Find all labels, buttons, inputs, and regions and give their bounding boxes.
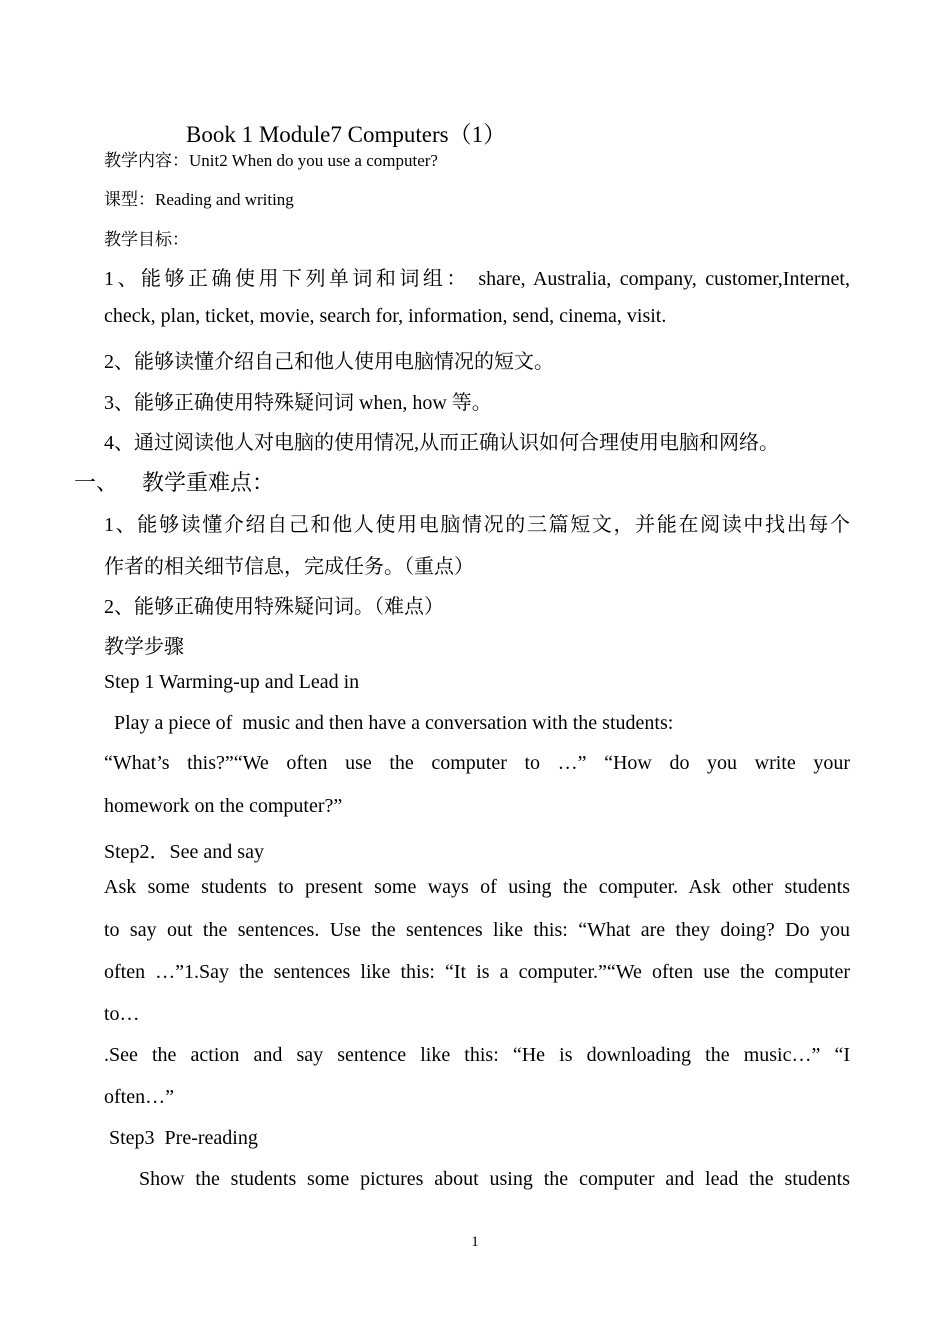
step-text-line: Ask some students to present some ways of using the computer. Ask other students bbox=[104, 876, 850, 898]
section-heading-text: 教学重难点： bbox=[142, 470, 275, 495]
lesson-type: 课型：Reading and writing bbox=[104, 190, 294, 209]
step-text-line: “What’s this?”“We often use the computer to …” “How do you write your bbox=[104, 752, 850, 774]
step-text-line: often …”1.Say the sentences like this: “It is a computer.”“We often use the computer bbox=[104, 961, 850, 983]
section-number: 一、 bbox=[74, 470, 119, 495]
step-title: Step3 Pre-reading bbox=[104, 1127, 258, 1149]
objective-line: 4、通过阅读他人对电脑的使用情况,从而正确认识如何合理使用电脑和网络。 bbox=[104, 432, 779, 454]
step-text-line: Play a piece of music and then have a conversation with the students: bbox=[104, 712, 674, 734]
key-point-line: 作者的相关细节信息，完成任务。（重点） bbox=[104, 556, 474, 578]
step-text-line: often…” bbox=[104, 1086, 174, 1108]
page-number: 1 bbox=[471, 1234, 479, 1250]
objective-line: 3、能够正确使用特殊疑问词 when, how 等。 bbox=[104, 392, 492, 414]
step-text-line: to… bbox=[104, 1003, 140, 1025]
step-text-line: to say out the sentences. Use the sentences like this: “What are they doing? Do you bbox=[104, 919, 850, 941]
objective-line: 2、能够读懂介绍自己和他人使用电脑情况的短文。 bbox=[104, 351, 554, 373]
step-title: Step 1 Warming-up and Lead in bbox=[104, 671, 360, 693]
step-title: Step2．See and say bbox=[104, 841, 264, 863]
teaching-content: 教学内容：Unit2 When do you use a computer? bbox=[104, 151, 438, 170]
key-point-line: 2、能够正确使用特殊疑问词。（难点） bbox=[104, 596, 444, 618]
document-title: Book 1 Module7 Computers（1） bbox=[186, 122, 507, 147]
step-text-line: homework on the computer?” bbox=[104, 795, 343, 817]
steps-label: 教学步骤 bbox=[104, 636, 184, 658]
objective-line: check, plan, ticket, movie, search for, information, send, cinema, visit. bbox=[104, 305, 667, 327]
objectives-label: 教学目标： bbox=[104, 230, 189, 249]
section-heading-key-points bbox=[74, 466, 274, 497]
objective-line: 1、能够正确使用下列单词和词组： share, Australia, company, customer,Internet, bbox=[104, 268, 850, 290]
step-text-line: .See the action and say sentence like this: “He is downloading the music…” “I bbox=[104, 1044, 850, 1066]
step-text-line: Show the students some pictures about using the computer and lead the students bbox=[139, 1168, 850, 1190]
key-point-line: 1、能够读懂介绍自己和他人使用电脑情况的三篇短文，并能在阅读中找出每个 bbox=[104, 514, 850, 536]
